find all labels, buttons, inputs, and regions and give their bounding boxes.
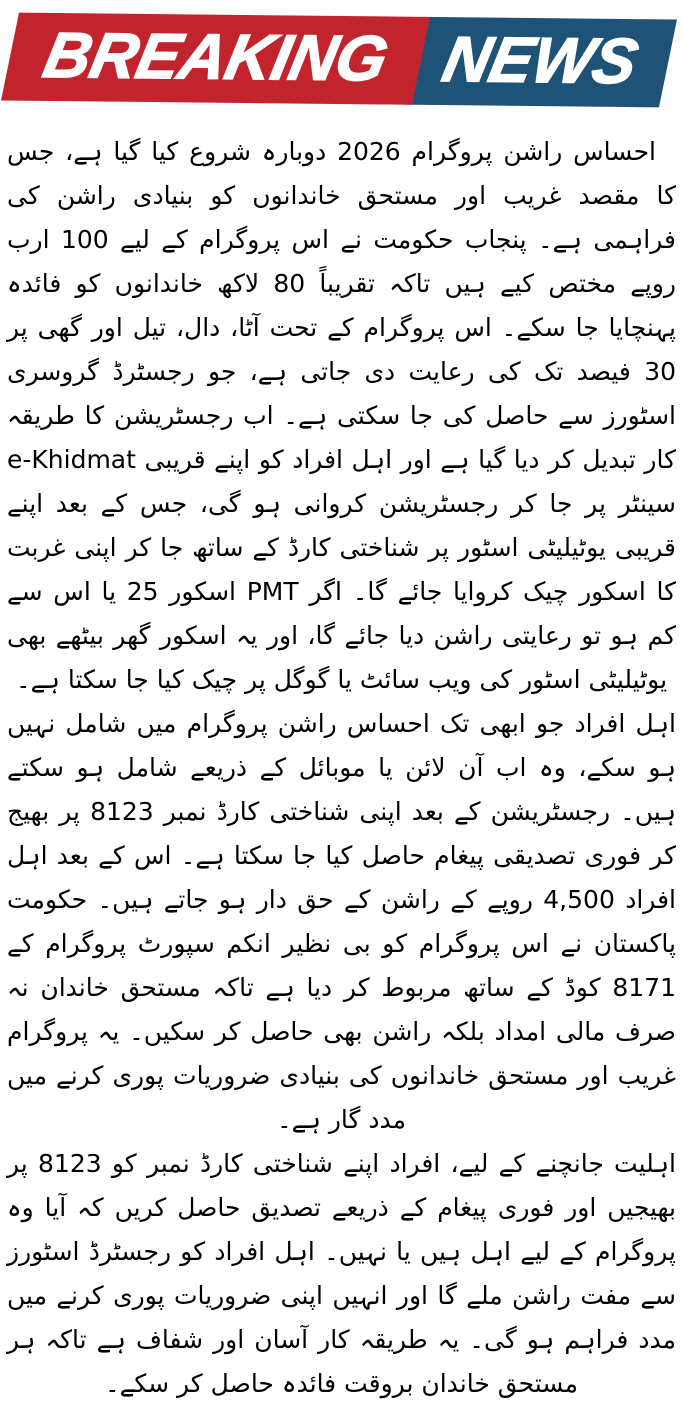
breaking-panel <box>1 13 430 105</box>
news-label: NEWS <box>437 23 644 98</box>
breaking-label: BREAKING <box>37 18 394 95</box>
news-article <box>7 130 676 1406</box>
news-panel <box>403 17 677 107</box>
article-paragraph-1: احساس راشن پروگرام 2026 دوبارہ شروع کیا گیا ہے، جس کا مقصد غریب اور مستحق خاندانوں کو بنیادی راشن کی فراہمی ہے۔ پنجاب حکومت نے اس پروگرام کے لیے 100 ارب روپے مختص کیے ہیں تاکہ تقریباً 80 لاکھ خاندانوں کو فائدہ پہنچایا جا سکے۔ اس پروگرام کے تحت آٹا، دال، تیل اور گھی پر 30 فیصد تک کی رعایت دی جاتی ہے، جو رجسٹرڈ گروسری اسٹورز سے حاصل کی جا سکتی ہے۔ اب رجسٹریشن کا طریقہ کار تبدیل کر دیا گیا ہے اور اہل افراد کو اپنے قریبی e-Khidmat سینٹر پر جا کر رجسٹریشن کروانی ہو گی، جس کے بعد اپنے قریبی یوٹیلیٹی اسٹور پر شناختی کارڈ کے ساتھ جا کر اپنی غربت کا اسکور چیک کروایا جائے گا۔ اگر PMT اسکور 25 یا اس سے کم ہو تو رعایتی راشن دیا جائے گا، اور یہ اسکور گھر بیٹھے بھی یوٹیلیٹی اسٹور کی ویب سائٹ یا گوگل پر چیک کیا جا سکتا ہے۔ <box>7 137 677 694</box>
article-paragraph-2: اہل افراد جو ابھی تک احساس راشن پروگرام میں شامل نہیں ہو سکے، وہ اب آن لائن یا موبائل کے ذریعے شامل ہو سکتے ہیں۔ رجسٹریشن کے بعد اپنی شناختی کارڈ نمبر 8123 پر بھیج کر فوری تصدیقی پیغام حاصل کیا جا سکتا ہے۔ اس کے بعد اہل افراد 4,500 روپے کے راشن کے حق دار ہو جاتے ہیں۔ حکومت پاکستان نے اس پروگرام کو بی نظیر انکم سپورٹ پروگرام کے 8171 کوڈ کے ساتھ مربوط کر دیا ہے تاکہ مستحق خاندان نہ صرف مالی امداد بلکہ راشن بھی حاصل کر سکیں۔ یہ پروگرام غریب اور مستحق خاندانوں کی بنیادی ضروریات پوری کرنے میں مدد گار ہے۔ <box>7 709 677 1134</box>
article-paragraph-3: اہلیت جانچنے کے لیے، افراد اپنے شناختی کارڈ نمبر کو 8123 پر بھیجیں اور فوری پیغام کے ذریعے تصدیق حاصل کریں کہ آیا وہ پروگرام کے لیے اہل ہیں یا نہیں۔ اہل افراد کو رجسٹرڈ اسٹورز سے مفت راشن ملے گا اور انہیں اپنی ضروریات پوری کرنے میں مدد فراہم ہو گی۔ یہ طریقہ کار آسان اور شفاف ہے تاکہ ہر مستحق خاندان بروقت فائدہ حاصل کر سکے۔ <box>7 1149 676 1398</box>
breaking-news-banner <box>0 12 683 107</box>
